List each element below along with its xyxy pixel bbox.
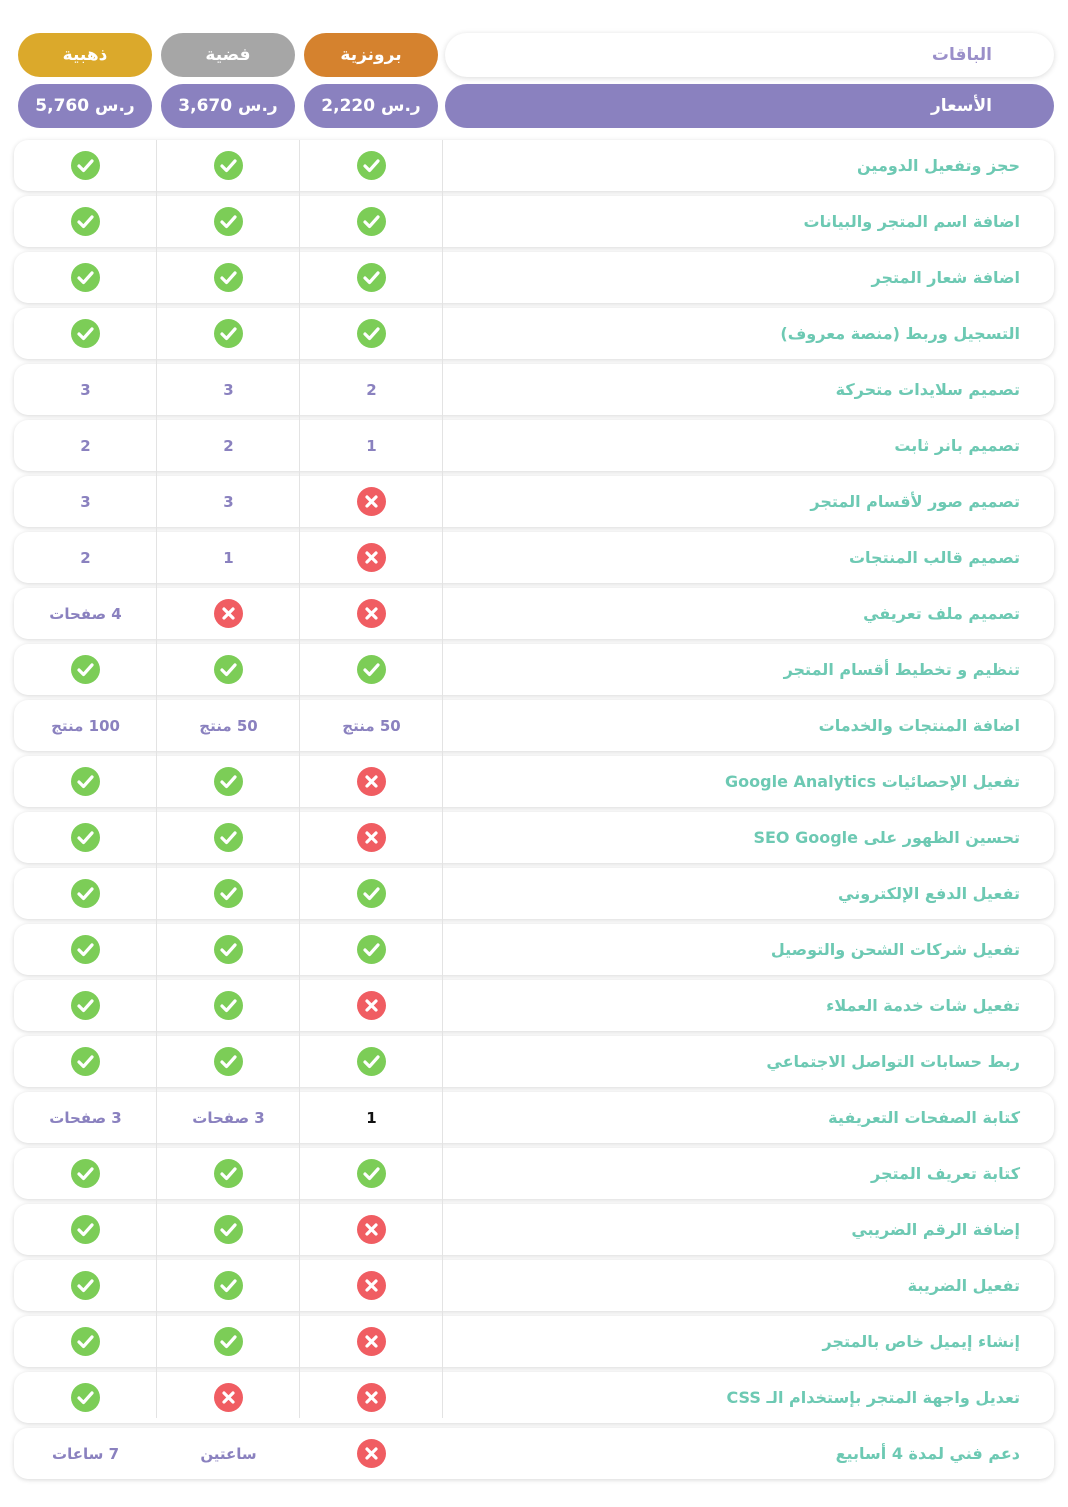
feature-label: إنشاء إيميل خاص بالمتجر <box>822 1332 1020 1351</box>
check-icon <box>71 879 100 908</box>
cell-silver <box>157 252 300 303</box>
cell-silver <box>157 1316 300 1367</box>
cell-gold <box>14 252 157 303</box>
check-icon <box>214 767 243 796</box>
check-icon <box>214 935 243 964</box>
cell-silver <box>157 812 300 863</box>
table-row <box>14 924 1054 975</box>
check-icon <box>357 655 386 684</box>
cell-gold <box>14 1316 157 1367</box>
cell-value: 7 ساعات <box>52 1444 119 1463</box>
table-row <box>14 1148 1054 1199</box>
cell-gold <box>14 532 157 583</box>
check-icon <box>214 1271 243 1300</box>
cell-gold <box>14 1372 157 1423</box>
cell-value: 100 منتج <box>51 716 120 735</box>
feature-label: حجز وتفعيل الدومين <box>857 156 1020 175</box>
table-row <box>14 476 1054 527</box>
prices-label-text: الأسعار <box>931 96 992 116</box>
table-row <box>14 1372 1054 1423</box>
check-icon <box>214 319 243 348</box>
cross-icon <box>357 823 386 852</box>
cross-icon <box>357 487 386 516</box>
cell-gold <box>14 1148 157 1199</box>
cell-bronze <box>300 1036 443 1087</box>
cell-silver <box>157 1204 300 1255</box>
check-icon <box>357 151 386 180</box>
cell-bronze <box>300 980 443 1031</box>
check-icon <box>214 823 243 852</box>
check-icon <box>214 1215 243 1244</box>
cell-silver <box>157 644 300 695</box>
cell-gold <box>14 1204 157 1255</box>
cell-silver <box>157 532 300 583</box>
cell-bronze <box>300 644 443 695</box>
cell-silver <box>157 1428 300 1479</box>
cell-value: 2 <box>366 380 377 399</box>
cross-icon <box>357 1327 386 1356</box>
column-divider <box>442 140 443 1418</box>
check-icon <box>71 655 100 684</box>
feature-label: التسجيل وربط (منصة معروف) <box>780 324 1020 343</box>
cross-icon <box>357 1271 386 1300</box>
cell-bronze <box>300 140 443 191</box>
check-icon <box>71 319 100 348</box>
check-icon <box>71 1215 100 1244</box>
cross-icon <box>357 767 386 796</box>
cell-bronze <box>300 196 443 247</box>
column-divider <box>299 140 300 1418</box>
cell-gold <box>14 476 157 527</box>
cell-gold <box>14 924 157 975</box>
check-icon <box>71 767 100 796</box>
cell-value: 4 صفحات <box>49 604 122 623</box>
cell-gold <box>14 140 157 191</box>
check-icon <box>71 1047 100 1076</box>
table-row <box>14 868 1054 919</box>
cell-bronze <box>300 1204 443 1255</box>
cross-icon <box>214 1383 243 1412</box>
feature-label: تفعيل شركات الشحن والتوصيل <box>770 940 1020 959</box>
cell-bronze <box>300 1260 443 1311</box>
feature-label: تصميم قالب المنتجات <box>848 548 1020 567</box>
feature-label: تصميم ملف تعريفي <box>863 604 1020 623</box>
table-row <box>14 140 1054 191</box>
cell-bronze <box>300 1428 443 1479</box>
feature-label: تصميم سلايدات متحركة <box>835 380 1020 399</box>
cell-bronze <box>300 1148 443 1199</box>
check-icon <box>357 319 386 348</box>
cross-icon <box>357 991 386 1020</box>
table-row <box>14 756 1054 807</box>
cell-gold <box>14 196 157 247</box>
cell-silver <box>157 1372 300 1423</box>
tier-bronze-name: برونزية <box>340 45 402 65</box>
check-icon <box>214 207 243 236</box>
cell-gold <box>14 868 157 919</box>
check-icon <box>214 1047 243 1076</box>
cell-gold <box>14 700 157 751</box>
plans-label-text: الباقات <box>931 45 992 65</box>
table-row <box>14 1092 1054 1143</box>
table-row <box>14 1260 1054 1311</box>
cell-gold <box>14 644 157 695</box>
table-row <box>14 1036 1054 1087</box>
cell-bronze <box>300 924 443 975</box>
cell-silver <box>157 420 300 471</box>
tier-bronze-pill[interactable] <box>304 33 438 77</box>
cell-silver <box>157 364 300 415</box>
cross-icon <box>357 1215 386 1244</box>
table-row <box>14 308 1054 359</box>
check-icon <box>214 263 243 292</box>
table-row <box>14 196 1054 247</box>
check-icon <box>71 263 100 292</box>
cell-value: 1 <box>366 1108 377 1127</box>
cell-silver <box>157 308 300 359</box>
cross-icon <box>357 1383 386 1412</box>
check-icon <box>71 207 100 236</box>
feature-label: تحسين الظهور على SEO Google <box>753 828 1020 847</box>
check-icon <box>357 207 386 236</box>
table-row <box>14 252 1054 303</box>
plans-label <box>445 33 1054 77</box>
comparison-table <box>14 140 1054 1484</box>
check-icon <box>214 991 243 1020</box>
cell-value: 2 <box>223 436 234 455</box>
check-icon <box>71 935 100 964</box>
feature-label: اضافة المنتجات والخدمات <box>818 716 1020 735</box>
feature-label: اضافة شعار المتجر <box>871 268 1020 287</box>
feature-label: إضافة الرقم الضريبي <box>851 1220 1020 1239</box>
cell-gold <box>14 1260 157 1311</box>
feature-label: اضافة اسم المتجر والبيانات <box>803 212 1020 231</box>
cell-bronze <box>300 868 443 919</box>
tier-silver-name: فضية <box>205 45 251 65</box>
tier-gold-name: ذهبية <box>62 45 108 65</box>
check-icon <box>71 1383 100 1412</box>
cell-silver <box>157 476 300 527</box>
cell-silver <box>157 924 300 975</box>
price-gold-pill <box>18 84 152 128</box>
cell-value: 2 <box>80 548 91 567</box>
feature-label: ربط حسابات التواصل الاجتماعي <box>766 1052 1020 1071</box>
cell-gold <box>14 1036 157 1087</box>
column-divider <box>156 140 157 1418</box>
price-bronze: 2,220 ر.س <box>321 96 421 116</box>
cell-value: 2 <box>80 436 91 455</box>
cell-silver <box>157 700 300 751</box>
cell-bronze <box>300 308 443 359</box>
cell-bronze <box>300 364 443 415</box>
table-row <box>14 700 1054 751</box>
table-row <box>14 588 1054 639</box>
table-row <box>14 532 1054 583</box>
cell-silver <box>157 1036 300 1087</box>
price-bronze-pill <box>304 84 438 128</box>
check-icon <box>214 1327 243 1356</box>
cell-gold <box>14 756 157 807</box>
check-icon <box>71 1271 100 1300</box>
cell-bronze <box>300 756 443 807</box>
cell-bronze <box>300 812 443 863</box>
tier-gold-pill[interactable] <box>18 33 152 77</box>
cross-icon <box>357 543 386 572</box>
cell-gold <box>14 364 157 415</box>
cell-bronze <box>300 588 443 639</box>
cell-silver <box>157 1092 300 1143</box>
cell-bronze <box>300 252 443 303</box>
check-icon <box>71 151 100 180</box>
cell-value: 3 <box>223 492 234 511</box>
cell-bronze <box>300 1092 443 1143</box>
cell-silver <box>157 1260 300 1311</box>
feature-label: تصميم صور لأقسام المتجر <box>810 492 1020 511</box>
cell-silver <box>157 756 300 807</box>
cell-value: ساعتين <box>200 1444 257 1463</box>
cell-bronze <box>300 1316 443 1367</box>
table-row <box>14 1316 1054 1367</box>
prices-label <box>445 84 1054 128</box>
check-icon <box>357 935 386 964</box>
cell-gold <box>14 588 157 639</box>
check-icon <box>214 879 243 908</box>
cell-silver <box>157 868 300 919</box>
check-icon <box>214 151 243 180</box>
check-icon <box>214 655 243 684</box>
cell-bronze <box>300 420 443 471</box>
cell-gold <box>14 308 157 359</box>
cell-silver <box>157 196 300 247</box>
check-icon <box>71 823 100 852</box>
cell-value: 50 منتج <box>342 716 401 735</box>
feature-label: تفعيل الإحصائيات Google Analytics <box>725 772 1020 791</box>
feature-label: تفعيل الدفع الإلكتروني <box>838 884 1020 903</box>
cell-value: 1 <box>366 436 377 455</box>
price-silver-pill <box>161 84 295 128</box>
cell-gold <box>14 980 157 1031</box>
check-icon <box>71 1159 100 1188</box>
cell-bronze <box>300 700 443 751</box>
feature-label: كتابة الصفحات التعريفية <box>828 1108 1020 1127</box>
price-silver: 3,670 ر.س <box>178 96 278 116</box>
cell-silver <box>157 980 300 1031</box>
check-icon <box>357 1047 386 1076</box>
cross-icon <box>357 599 386 628</box>
table-row <box>14 644 1054 695</box>
feature-label: تصميم بانر ثابت <box>894 436 1020 455</box>
table-row <box>14 420 1054 471</box>
cell-value: 50 منتج <box>199 716 258 735</box>
cell-value: 3 صفحات <box>49 1108 122 1127</box>
cell-gold <box>14 420 157 471</box>
cross-icon <box>214 599 243 628</box>
cell-gold <box>14 1092 157 1143</box>
feature-label: دعم فني لمدة 4 أسابيع <box>835 1444 1020 1463</box>
cell-silver <box>157 1148 300 1199</box>
cell-bronze <box>300 476 443 527</box>
price-gold: 5,760 ر.س <box>35 96 135 116</box>
feature-label: تفعيل شات خدمة العملاء <box>826 996 1020 1015</box>
feature-label: تنظيم و تخطيط أقسام المتجر <box>783 660 1020 679</box>
cell-value: 3 <box>80 492 91 511</box>
cell-gold <box>14 1428 157 1479</box>
cell-value: 3 صفحات <box>192 1108 265 1127</box>
table-row <box>14 1428 1054 1479</box>
tier-silver-pill[interactable] <box>161 33 295 77</box>
cell-gold <box>14 812 157 863</box>
feature-label: تعديل واجهة المتجر بإستخدام الـ CSS <box>726 1388 1020 1407</box>
cross-icon <box>357 1439 386 1468</box>
cell-silver <box>157 588 300 639</box>
table-row <box>14 364 1054 415</box>
check-icon <box>71 1327 100 1356</box>
cell-value: 3 <box>80 380 91 399</box>
cell-bronze <box>300 1372 443 1423</box>
check-icon <box>357 263 386 292</box>
table-row <box>14 812 1054 863</box>
check-icon <box>214 1159 243 1188</box>
cell-silver <box>157 140 300 191</box>
feature-label: كتابة تعريف المتجر <box>871 1164 1020 1183</box>
cell-value: 1 <box>223 548 234 567</box>
table-row <box>14 1204 1054 1255</box>
cell-value: 3 <box>223 380 234 399</box>
cell-bronze <box>300 532 443 583</box>
table-row <box>14 980 1054 1031</box>
check-icon <box>71 991 100 1020</box>
check-icon <box>357 1159 386 1188</box>
check-icon <box>357 879 386 908</box>
feature-label: تفعيل الضريبة <box>907 1276 1020 1295</box>
